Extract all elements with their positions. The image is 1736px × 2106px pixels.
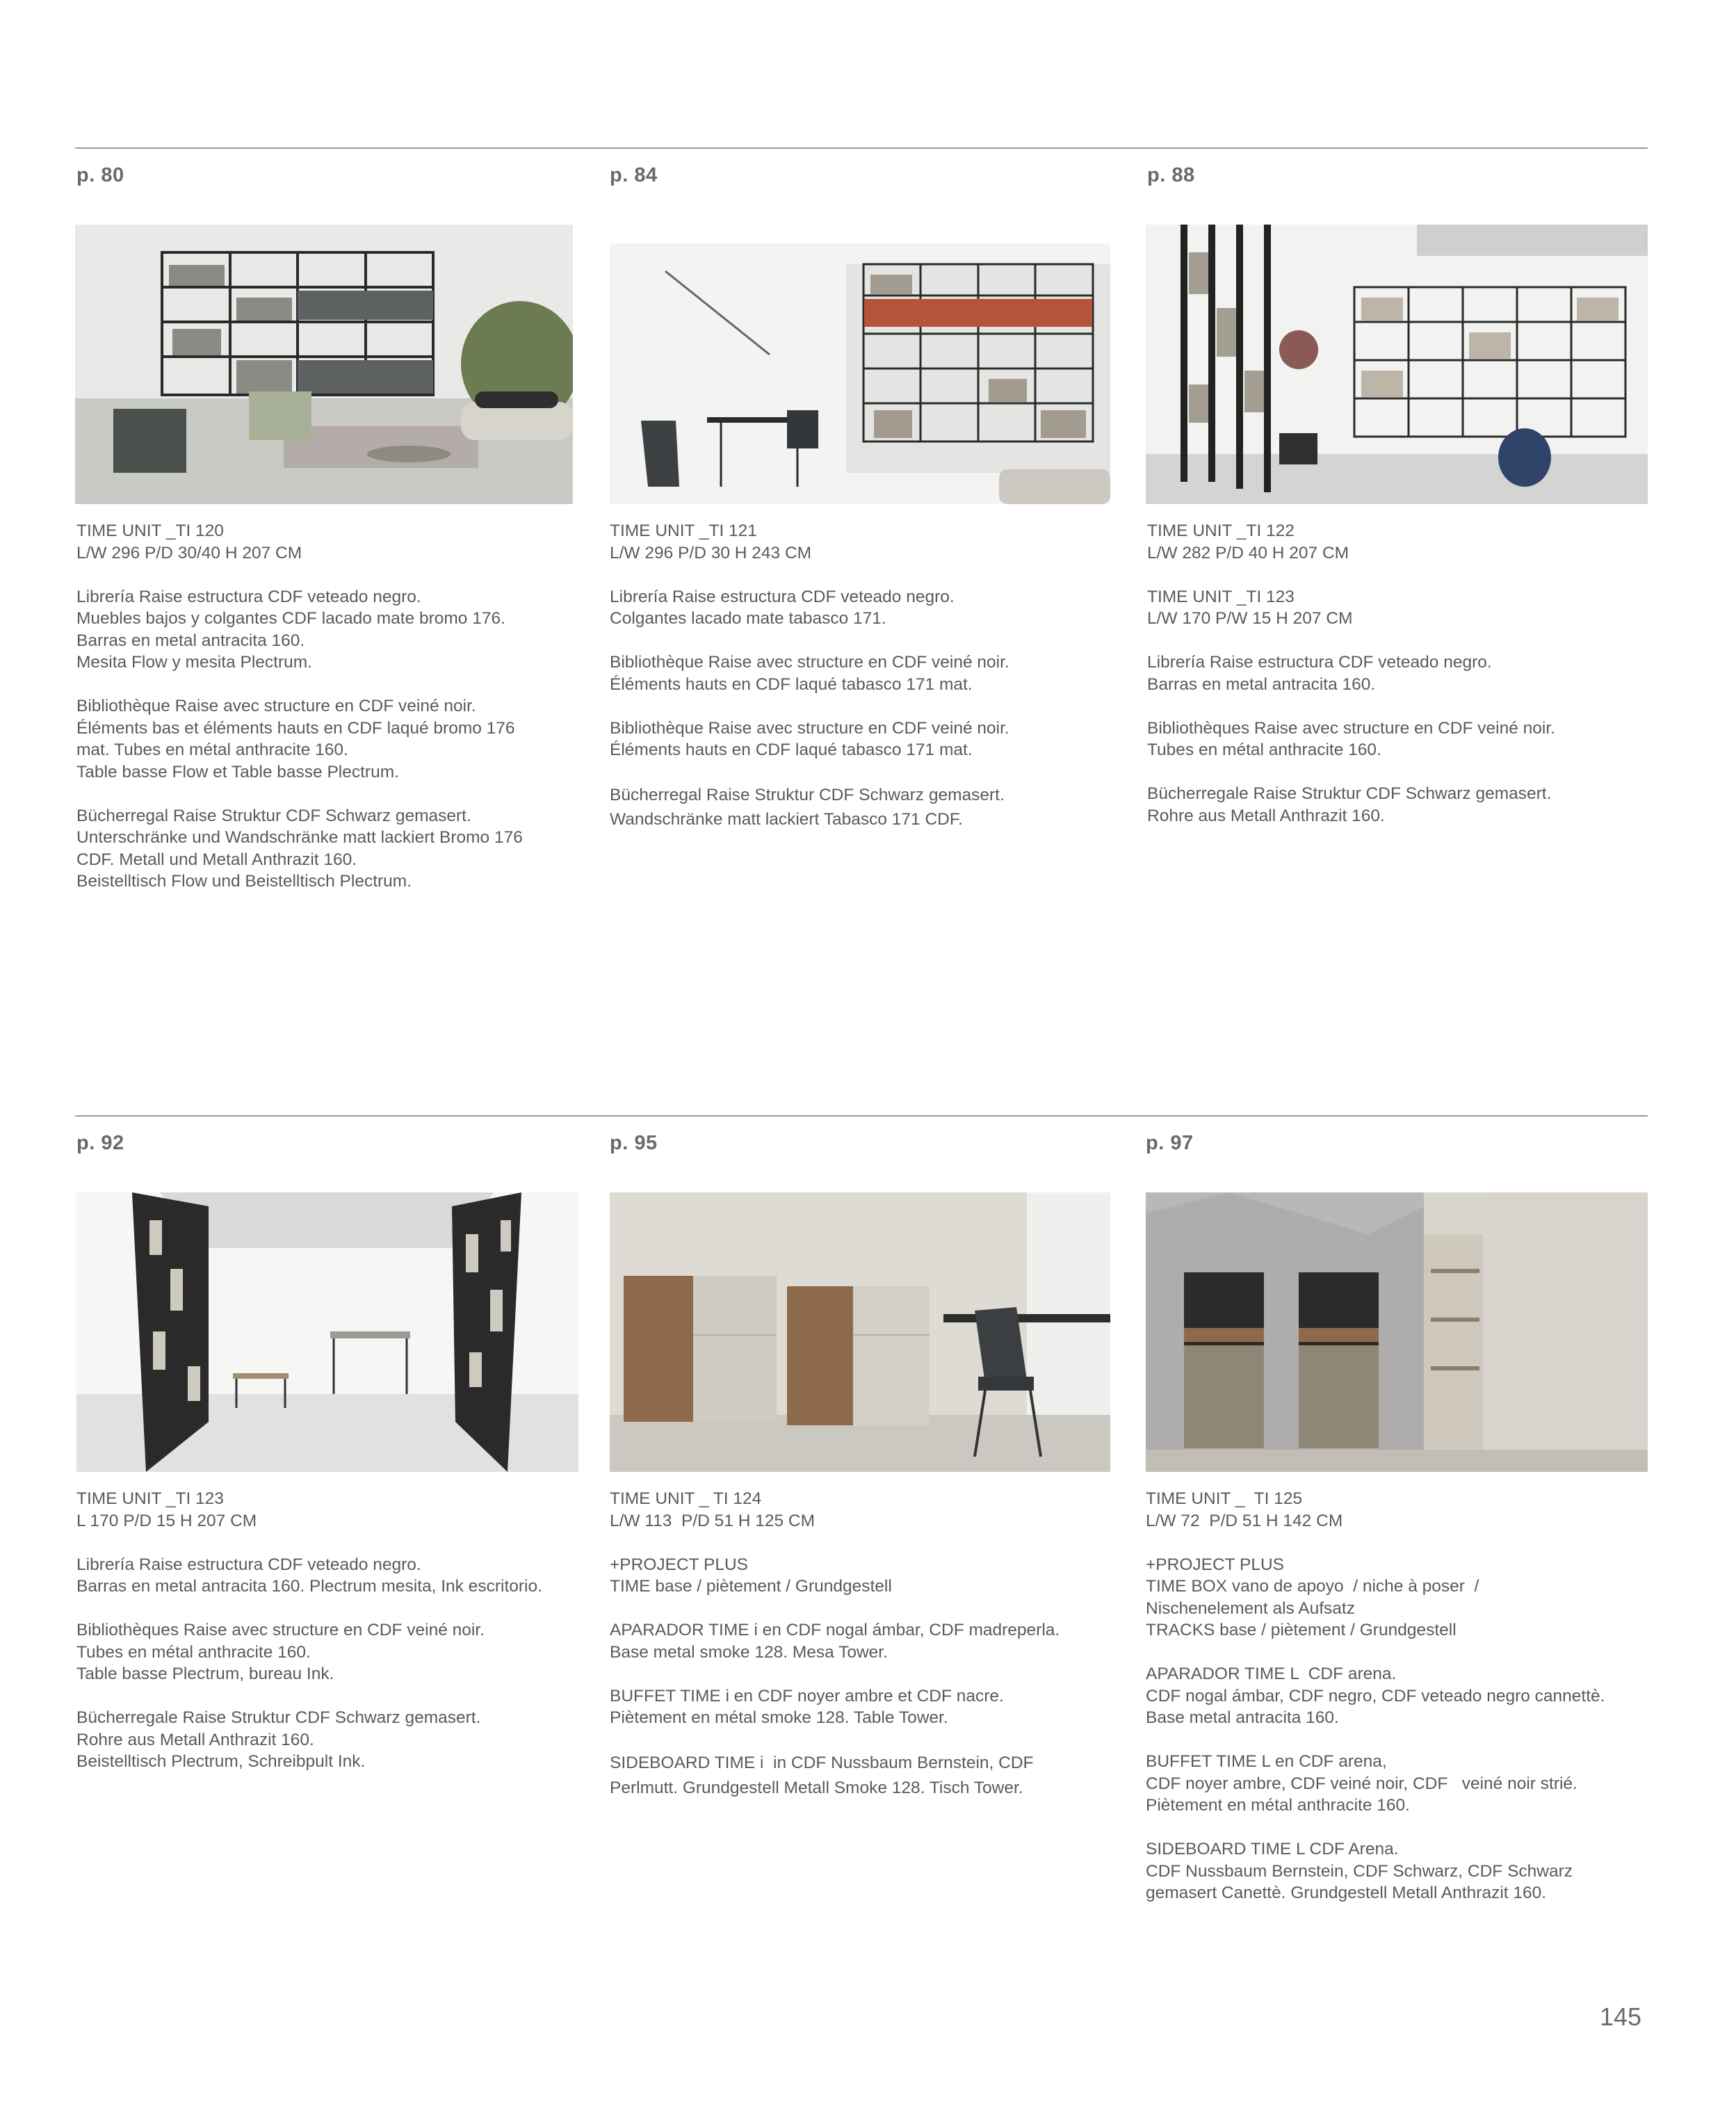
unit-name: TIME UNIT _TI 123 — [76, 1489, 224, 1508]
unit-name: TIME UNIT _TI 123 — [1147, 587, 1295, 606]
spec-line: CDF nogal ámbar, CDF negro, CDF veteado negro cannettè. — [1146, 1686, 1605, 1706]
unit-dimensions: L/W 72 P/D 51 H 142 CM — [1146, 1511, 1343, 1530]
spec-line: Unterschränke und Wandschränke matt lackiert Bromo 176 — [76, 828, 523, 847]
spec-line: TIME base / piètement / Grundgestell — [610, 1577, 892, 1596]
top-row-divider — [75, 147, 1648, 149]
description-ti125 — [1146, 1488, 1688, 1904]
spec-line: Mesita Flow y mesita Plectrum. — [76, 653, 312, 672]
spec-line: Rohre aus Metall Anthrazit 160. — [76, 1730, 314, 1749]
spec-line: Wandschränke matt lackiert Tabasco 171 CDF. — [610, 810, 963, 829]
spec-line: CDF noyer ambre, CDF veiné noir, CDF veiné noir strié. — [1146, 1774, 1577, 1793]
spec-line: Bücherregale Raise Struktur CDF Schwarz gemasert. — [76, 1708, 481, 1727]
unit-dimensions: L/W 296 P/D 30 H 243 CM — [610, 543, 812, 562]
spec-line: APARADOR TIME i en CDF nogal ámbar, CDF madreperla. — [610, 1621, 1060, 1639]
page-ref-p92: p. 92 — [76, 1132, 124, 1154]
bottom-row-divider — [75, 1115, 1648, 1117]
description-ti120 — [76, 520, 605, 893]
description-ti124 — [610, 1488, 1138, 1801]
spec-line: +PROJECT PLUS — [1146, 1555, 1285, 1574]
page-ref-p97: p. 97 — [1146, 1132, 1194, 1154]
unit-dimensions: L 170 P/D 15 H 207 CM — [76, 1511, 257, 1530]
spec-line: Base metal smoke 128. Mesa Tower. — [610, 1642, 888, 1662]
unit-name: TIME UNIT _TI 120 — [76, 521, 224, 540]
product-photo-ti120 — [75, 225, 573, 504]
unit-name: TIME UNIT _ TI 125 — [1146, 1489, 1303, 1508]
page-ref-p84: p. 84 — [610, 164, 658, 186]
spec-line: Piètement en métal smoke 128. Table Tower. — [610, 1708, 948, 1727]
spec-line: Tubes en métal anthracite 160. — [76, 1642, 311, 1662]
spec-line: CDF Nussbaum Bernstein, CDF Schwarz, CDF Schwarz — [1146, 1861, 1573, 1881]
spec-line: mat. Tubes en métal anthracite 160. — [76, 740, 348, 759]
unit-name: TIME UNIT _TI 122 — [1147, 521, 1295, 540]
unit-name: TIME UNIT _ TI 124 — [610, 1489, 762, 1508]
spec-line: SIDEBOARD TIME i in CDF Nussbaum Bernstein, CDF — [610, 1753, 1034, 1772]
spec-line: Bibliothèques Raise avec structure en CDF veiné noir. — [76, 1621, 485, 1639]
spec-line: CDF. Metall und Metall Anthrazit 160. — [76, 850, 357, 869]
spec-line: Table basse Flow et Table basse Plectrum. — [76, 762, 399, 781]
unit-name: TIME UNIT _TI 121 — [610, 521, 757, 540]
page-ref-p88: p. 88 — [1147, 164, 1195, 186]
spec-line: TIME BOX vano de apoyo / niche à poser / — [1146, 1577, 1479, 1596]
spec-line: TRACKS base / piètement / Grundgestell — [1146, 1621, 1457, 1639]
page-number: 145 — [1599, 2002, 1641, 2031]
product-photo-ti125 — [1146, 1192, 1648, 1472]
spec-line: BUFFET TIME L en CDF arena, — [1146, 1752, 1387, 1771]
product-photo-ti122-ti123 — [1146, 225, 1648, 504]
spec-line: Tubes en métal anthracite 160. — [1147, 740, 1381, 759]
spec-line: Éléments hauts en CDF laqué tabasco 171 mat. — [610, 740, 973, 759]
spec-line: Librería Raise estructura CDF veteado negro. — [610, 587, 955, 606]
spec-line: Bibliothèque Raise avec structure en CDF veiné noir. — [610, 718, 1009, 738]
spec-line: BUFFET TIME i en CDF noyer ambre et CDF nacre. — [610, 1686, 1004, 1706]
description-ti122-ti123 — [1147, 520, 1676, 827]
spec-line: Muebles bajos y colgantes CDF lacado mate bromo 176. — [76, 609, 505, 628]
spec-line: Librería Raise estructura CDF veteado negro. — [76, 587, 421, 606]
spec-line: Éléments hauts en CDF laqué tabasco 171 mat. — [610, 674, 973, 694]
unit-dimensions: L/W 296 P/D 30/40 H 207 CM — [76, 543, 302, 562]
spec-line: Piètement en métal anthracite 160. — [1146, 1796, 1410, 1815]
product-photo-ti124 — [610, 1192, 1110, 1472]
spec-line: Table basse Plectrum, bureau Ink. — [76, 1664, 334, 1683]
page-ref-p95: p. 95 — [610, 1132, 658, 1154]
description-ti121 — [610, 520, 1138, 832]
spec-line: Base metal antracita 160. — [1146, 1708, 1339, 1727]
spec-line: Barras en metal antracita 160. — [76, 631, 305, 650]
product-photo-ti123 — [76, 1192, 578, 1472]
product-photo-ti121 — [610, 243, 1110, 504]
spec-line: +PROJECT PLUS — [610, 1555, 749, 1574]
spec-line: Bücherregal Raise Struktur CDF Schwarz gemasert. — [76, 806, 471, 825]
spec-line: Barras en metal antracita 160. — [1147, 674, 1376, 694]
spec-line: Éléments bas et éléments hauts en CDF laqué bromo 176 — [76, 718, 515, 738]
spec-line: Librería Raise estructura CDF veteado negro. — [76, 1555, 421, 1574]
spec-line: Bibliothèques Raise avec structure en CDF veiné noir. — [1147, 718, 1555, 738]
spec-line: Beistelltisch Plectrum, Schreibpult Ink. — [76, 1752, 366, 1771]
spec-line: SIDEBOARD TIME L CDF Arena. — [1146, 1840, 1399, 1858]
spec-line: Bibliothèque Raise avec structure en CDF veiné noir. — [610, 653, 1009, 672]
spec-line: Bibliothèque Raise avec structure en CDF veiné noir. — [76, 697, 476, 715]
spec-line: Bücherregale Raise Struktur CDF Schwarz gemasert. — [1147, 784, 1552, 803]
unit-dimensions: L/W 113 P/D 51 H 125 CM — [610, 1511, 816, 1530]
spec-line: Rohre aus Metall Anthrazit 160. — [1147, 806, 1385, 825]
spec-line: Bücherregal Raise Struktur CDF Schwarz gemasert. — [610, 786, 1005, 804]
spec-line: APARADOR TIME L CDF arena. — [1146, 1664, 1397, 1683]
unit-dimensions: L/W 170 P/W 15 H 207 CM — [1147, 609, 1353, 628]
page-ref-p80: p. 80 — [76, 164, 124, 186]
spec-line: Perlmutt. Grundgestell Metall Smoke 128. Tisch Tower. — [610, 1779, 1023, 1797]
spec-line: Colgantes lacado mate tabasco 171. — [610, 609, 886, 628]
spec-line: Barras en metal antracita 160. Plectrum mesita, Ink escritorio. — [76, 1577, 542, 1596]
spec-line: gemasert Canettè. Grundgestell Metall Anthrazit 160. — [1146, 1884, 1547, 1902]
spec-line: Librería Raise estructura CDF veteado negro. — [1147, 653, 1492, 672]
unit-dimensions: L/W 282 P/D 40 H 207 CM — [1147, 543, 1349, 562]
description-ti123-bottom — [76, 1488, 605, 1773]
spec-line: Beistelltisch Flow und Beistelltisch Plectrum. — [76, 872, 412, 891]
spec-line: Nischenelement als Aufsatz — [1146, 1598, 1355, 1618]
